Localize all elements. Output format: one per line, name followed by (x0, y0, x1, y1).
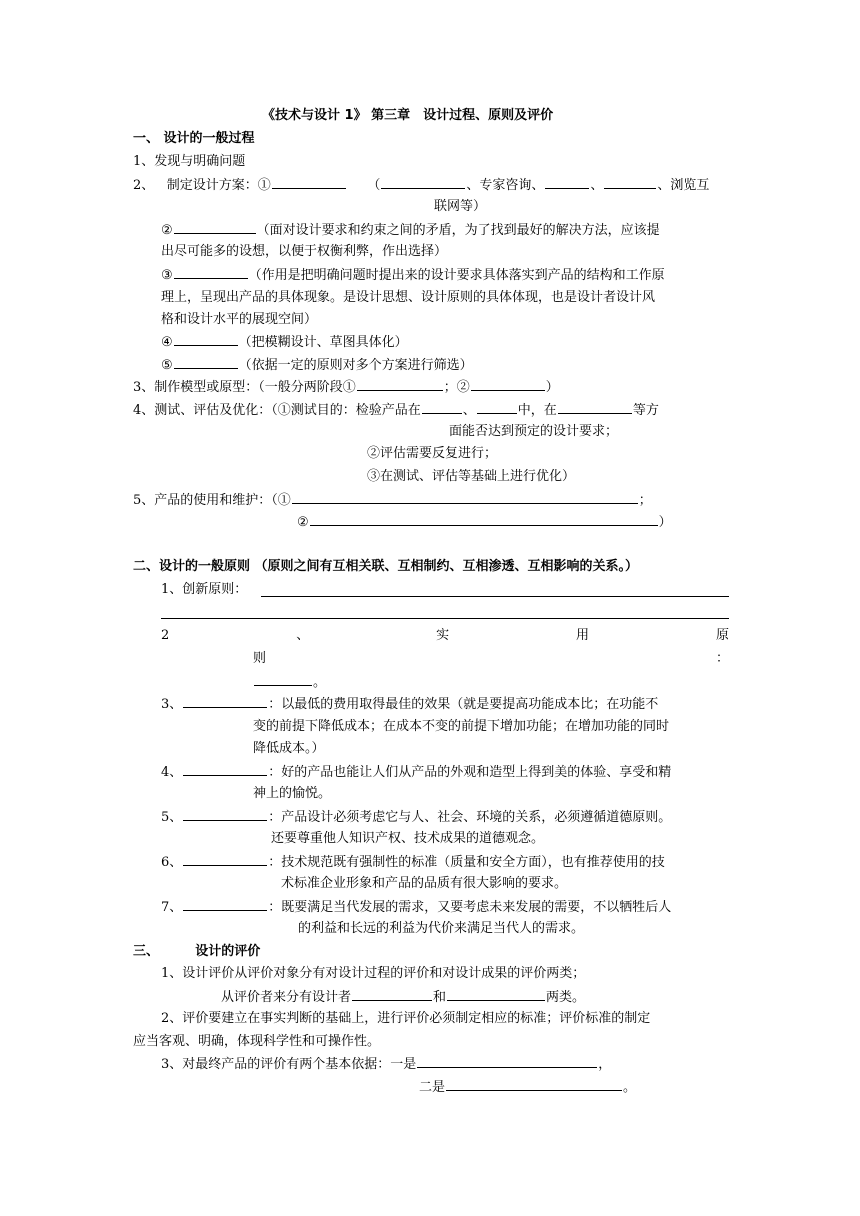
step-4 (133, 399, 659, 422)
eval-3 (161, 1053, 611, 1076)
step-4-eval: ②评估需要反复进行； (367, 446, 498, 461)
principle-2-part: 2 (161, 628, 170, 643)
step-3-b: ；② (443, 380, 470, 395)
plan-2 (161, 219, 660, 242)
step-2-mid2: 、 (590, 178, 604, 193)
plan-5-text: （依据一定的原则对多个方案进行筛选） (238, 358, 473, 373)
eval-3-b: ， (598, 1057, 612, 1072)
blank (446, 1076, 622, 1091)
step-4-d: 等方 (632, 403, 659, 418)
principle-2-part: 用 (576, 628, 590, 643)
blank-line (261, 596, 729, 597)
step-2-label: 制定设计方案：① (166, 178, 271, 193)
blank (417, 1053, 597, 1068)
blank (471, 376, 545, 391)
eval-3-d: 。 (623, 1080, 637, 1095)
plan-2-text: （面对设计要求和约束之间的矛盾，为了找到最好的解决方法，应该提 (256, 223, 660, 238)
step-2-end: 、浏览互 (657, 178, 710, 193)
step-4-c: 中，在 (517, 403, 557, 418)
blank (352, 986, 432, 1001)
step-1: 1、发现与明确问题 (133, 154, 246, 169)
step-5-2 (297, 511, 672, 534)
eval-3-a: 3、对最终产品的评价有两个基本依据：一是 (161, 1057, 417, 1072)
plan-2-cont: 出尽可能多的设想，以便于权衡利弊，作出选择） (161, 244, 448, 259)
plan-5 (161, 354, 473, 377)
blank (381, 174, 465, 189)
principle-2-part: 实 (436, 628, 450, 643)
blank (357, 376, 443, 391)
blank (183, 806, 267, 821)
blank (422, 399, 462, 414)
step-2 (133, 174, 709, 197)
principle-5 (161, 806, 671, 829)
section-2-heading: 二、设计的一般原则 （原则之间有互相关联、互相制约、互相渗透、互相影响的关系。） (133, 559, 639, 574)
eval-1-b-b: 和 (433, 990, 447, 1005)
blank (174, 264, 248, 279)
eval-2-cont: 应当客观、明确，体现科学性和可操作性。 (133, 1034, 381, 1049)
section-1-heading: 一、 设计的一般过程 (133, 131, 255, 146)
blank (292, 489, 638, 504)
principle-2-ze: 则 (253, 651, 267, 666)
plan-5-mark: ⑤ (161, 358, 173, 373)
blank-line (161, 618, 729, 619)
blank (183, 693, 267, 708)
blank (477, 399, 517, 414)
principle-7-cont: 的利益和长远的利益为代价来满足当代人的需求。 (298, 921, 585, 936)
blank (183, 761, 267, 776)
blank (174, 219, 256, 234)
principle-2-part: 、 (296, 628, 310, 643)
principle-5-cont: 还要尊重他人知识产权、技术成果的道德观念。 (271, 831, 545, 846)
eval-3-second (419, 1076, 636, 1099)
principle-2 (161, 625, 729, 647)
principle-4-cont: 神上的愉悦。 (253, 786, 332, 801)
step-4-b: 、 (462, 403, 476, 418)
eval-1: 1、设计评价从评价对象分有对设计过程的评价和对设计成果的评价两类； (161, 966, 586, 981)
eval-3-c: 二是 (419, 1080, 446, 1095)
blank (183, 851, 267, 866)
plan-3-cont2: 格和设计水平的展现空间） (161, 312, 318, 327)
step-5-2a: ② (297, 515, 309, 530)
principle-4-text: ：好的产品也能让人们从产品的外观和造型上得到美的体验、享受和精 (268, 765, 672, 780)
blank (174, 331, 238, 346)
blank (174, 354, 238, 369)
step-5-2b: ） (658, 515, 672, 530)
eval-1-b (221, 986, 585, 1009)
step-2-mid1: 、专家咨询、 (466, 178, 545, 193)
principle-3-cont1: 变的前提下降低成本；在成本不变的前提下增加功能；在增加功能的同时 (253, 719, 670, 734)
plan-4-mark: ④ (161, 335, 173, 350)
principle-7-num: 7、 (161, 900, 183, 915)
principle-5-text: ：产品设计必须考虑它与人、社会、环境的关系，必须遵循道德原则。 (268, 810, 672, 825)
principle-2-blank (253, 671, 326, 694)
principle-3-text: ：以最低的费用取得最佳的效果（就是要提高功能成本比；在功能不 (268, 697, 659, 712)
principle-2-colon: ： (716, 651, 730, 666)
plan-3-mark: ③ (161, 268, 173, 283)
step-4-a: 4、测试、评估及优化：（①测试目的：检验产品在 (133, 403, 421, 418)
blank (545, 174, 589, 189)
eval-1-b-c: 两类。 (546, 990, 586, 1005)
blank (558, 399, 632, 414)
blank (254, 671, 312, 686)
principle-1: 1、创新原则： (161, 582, 248, 597)
principle-7 (161, 896, 671, 919)
principle-2-end: 。 (313, 675, 327, 690)
blank (310, 511, 658, 526)
principle-6-text: ：技术规范既有强制性的标准（质量和安全方面），也有推荐使用的技 (268, 855, 665, 870)
principle-6-num: 6、 (161, 855, 183, 870)
plan-3-text: （作用是把明确问题时提出来的设计要求具体落实到产品的结构和工作原 (248, 268, 665, 283)
plan-4-text: （把模糊设计、草图具体化） (238, 335, 408, 350)
principle-2-part: 原 (715, 628, 729, 643)
step-2-cont: 联网等） (434, 199, 487, 214)
step-5-b: ； (638, 493, 652, 508)
principle-4-num: 4、 (161, 765, 183, 780)
plan-3 (161, 264, 665, 287)
blank (183, 896, 267, 911)
section-3-heading (133, 941, 260, 963)
blank (272, 174, 346, 189)
section-3-num: 三、 (133, 944, 160, 959)
step-5-a: 5、产品的使用和维护：（① (133, 493, 291, 508)
step-2-num: 2、 (133, 178, 155, 193)
step-2-open: （ (367, 178, 381, 193)
plan-4 (161, 331, 408, 354)
plan-2-mark: ② (161, 223, 173, 238)
section-3-title: 设计的评价 (195, 944, 261, 959)
step-5 (133, 489, 652, 512)
blank (604, 174, 656, 189)
principle-6 (161, 851, 665, 874)
principle-3-cont2: 降低成本。） (253, 741, 325, 756)
step-4-cont: 面能否达到预定的设计要求； (449, 424, 619, 439)
principle-6-cont: 术标准企业形象和产品的品质有很大影响的要求。 (281, 876, 568, 891)
principle-7-text: ：既要满足当代发展的需求，又要考虑未来发展的需要，不以牺牲后人 (268, 900, 672, 915)
step-4-optimize: ③在测试、评估等基础上进行优化） (367, 469, 576, 484)
step-3-c: ） (545, 380, 559, 395)
step-3-a: 3、制作模型或原型：（一般分两阶段① (133, 380, 356, 395)
step-3 (133, 376, 559, 399)
principle-4 (161, 761, 671, 784)
principle-3-num: 3、 (161, 697, 183, 712)
page-title: 《技术与设计 1》 第三章 设计过程、原则及评价 (262, 108, 554, 123)
eval-2: 2、评价要建立在事实判断的基础上，进行评价必须制定相应的标准；评价标准的制定 (161, 1011, 651, 1026)
eval-1-b-a: 从评价者来分有设计者 (221, 990, 352, 1005)
principle-5-num: 5、 (161, 810, 183, 825)
blank (447, 986, 545, 1001)
principle-3 (161, 693, 658, 716)
plan-3-cont1: 理上，呈现出产品的具体现象。是设计思想、设计原则的具体体现，也是设计者设计风 (161, 290, 656, 305)
